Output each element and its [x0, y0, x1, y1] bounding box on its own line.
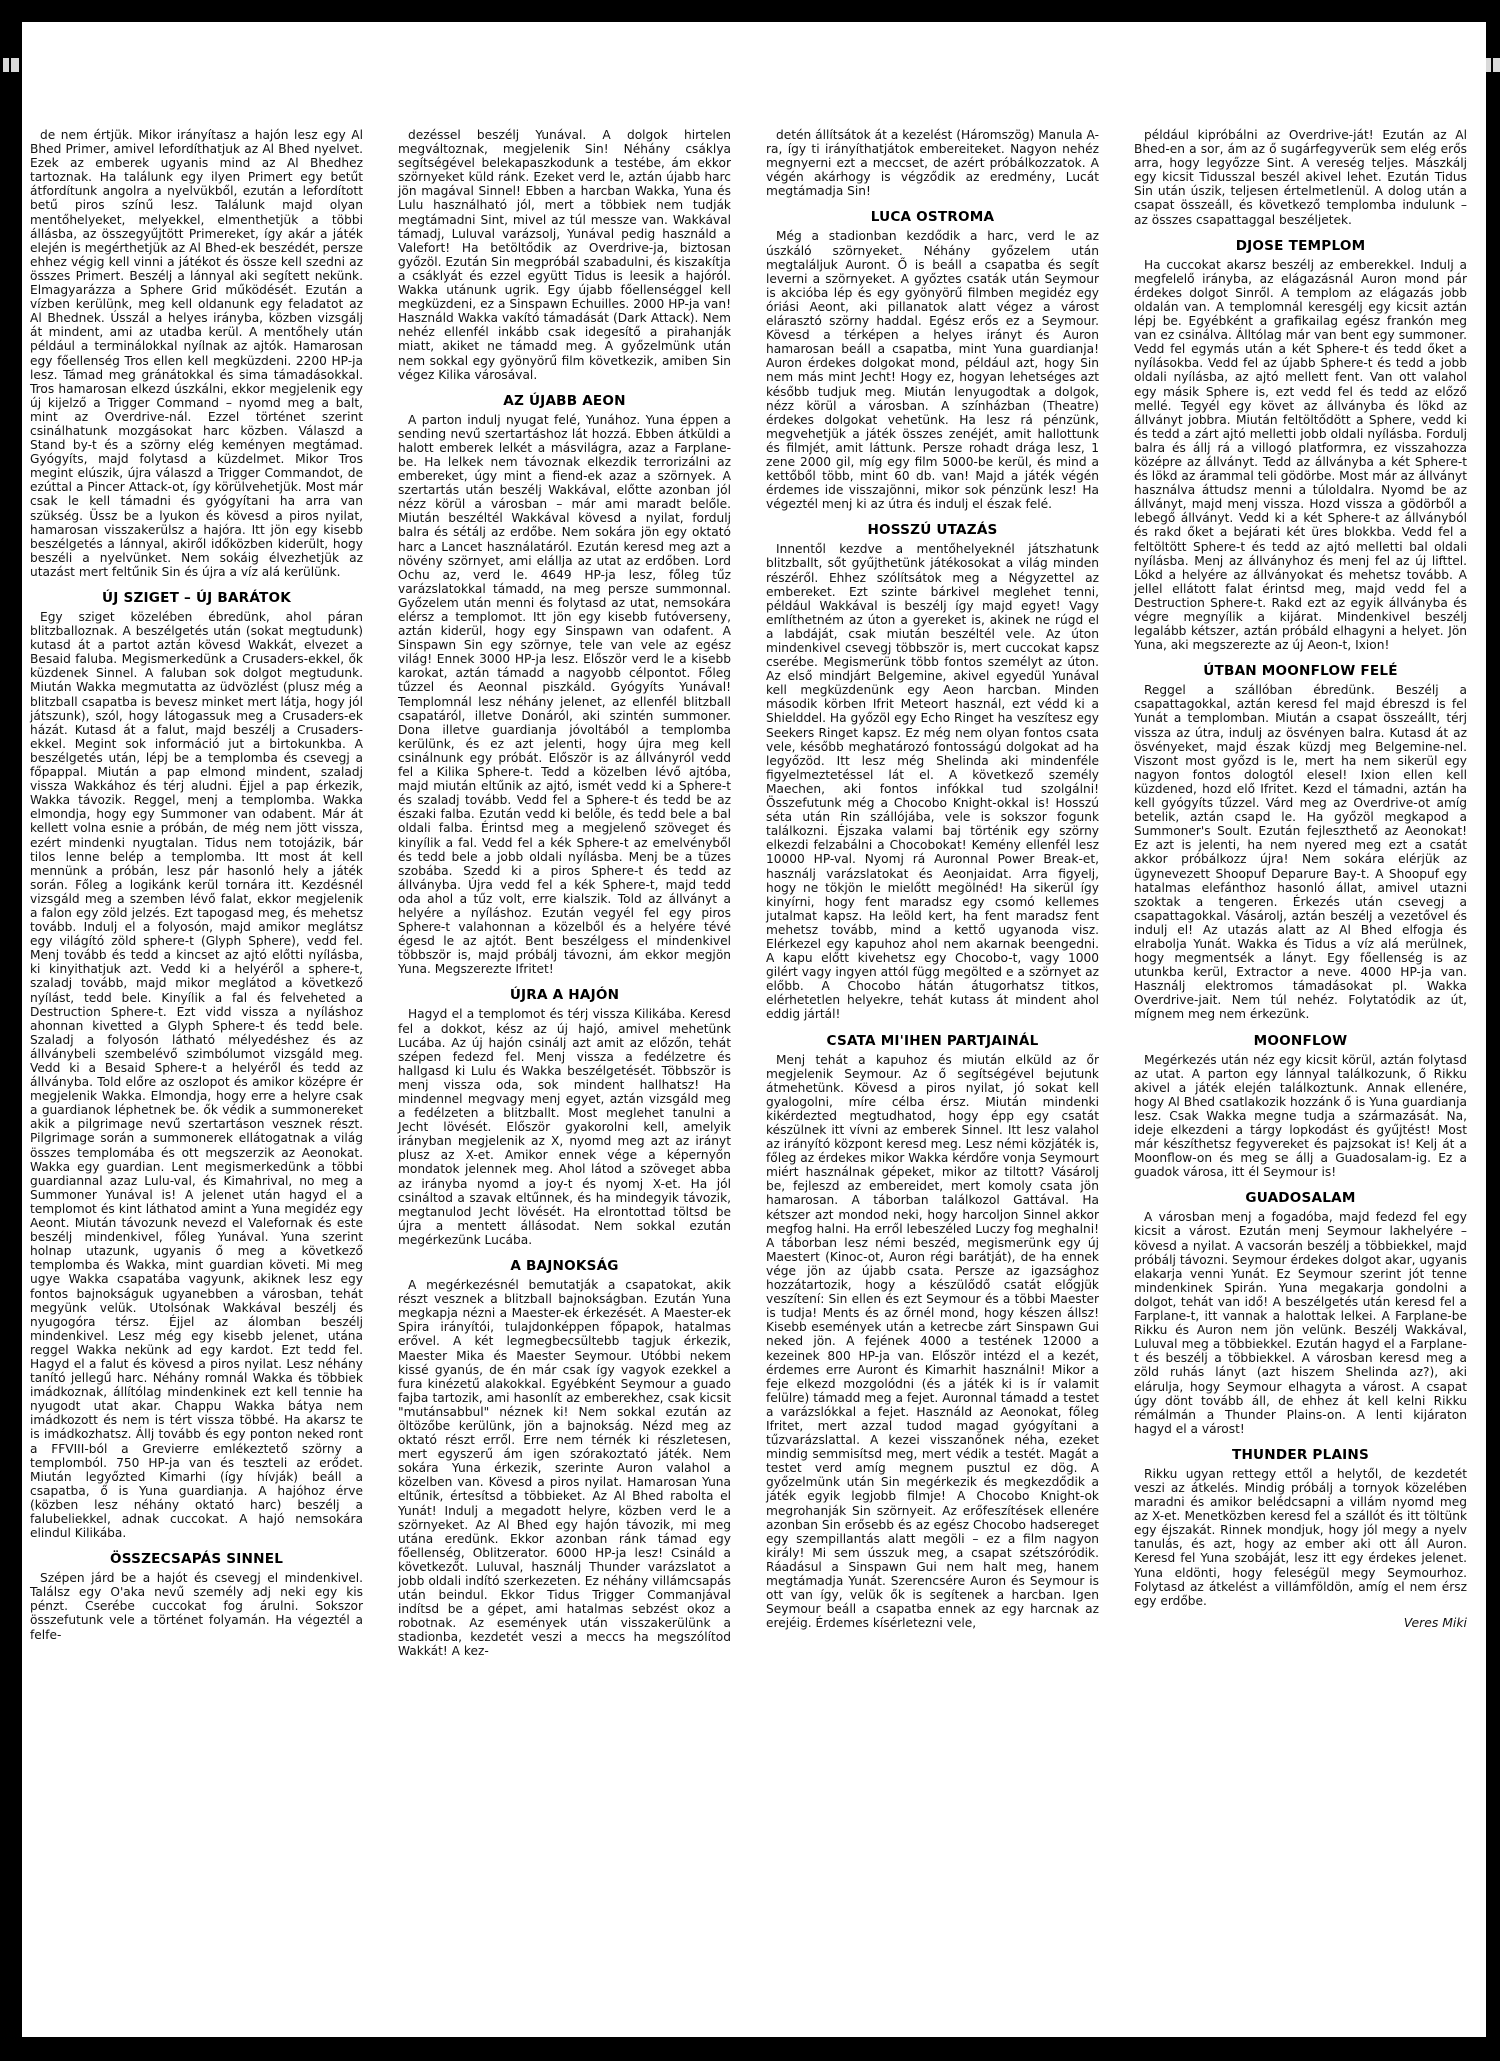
body-paragraph: detén állítsátok át a kezelést (Háromszög) Manula A-ra, így ti irányíthatjátok embereiteket. Nagyon nehéz megnyerni ezt a meccset, de azért próbálkozzatok. A végén akárhogy is végződik az eredmény, Lucát megtámadja Sin!	[766, 128, 1099, 199]
body-paragraph: Még a stadionban kezdődik a harc, verd le az úszkáló szörnyeket. Néhány győzelem után megtaláljuk Auront. Ő is beáll a csapatba és segít leverni a szörnyeket. A győztes csaták után Seymour is akcióba lép és egy gyönyörű filmben megidéz egy óriási Aeont, aki pillanatok alatt végez a várost elárasztó szörny haddal. Egész erős ez a Seymour. Kövesd a térképen a helyes irányt és Auron hamarosan beáll a csapatba, mint Yuna guardianja! Auron érdekes dolgokat mond, például azt, hogy Sin nem más mint Jecht! Hogy ez, hogyan lehetséges azt később tudjuk meg. Miután lenyugodtak a dolgok, nézz körül a városban. A színházban (Theatre) érdekes dolgokat vehetünk. Ha lesz rá pénzünk, megvehetjük a játék összes zenéjét, amit hallottunk és filmjét, amit láttunk. Persze rohadt drága lesz, 1 zene 2000 gil, míg egy film 5000-be kerül, és mind a kettőből több, mint 60 db. van! Majd a játék végén érdemes ide visszajönni, mikor sok pénzünk lesz! Ha végeztél menj ki az útra és indulj el észak felé.	[766, 229, 1099, 512]
column-3	[766, 128, 1099, 1630]
section-heading: ÚTBAN MOONFLOW FELÉ	[1203, 663, 1398, 680]
section-heading: CSATA MI'IHEN PARTJAINÁL	[826, 1032, 1039, 1049]
column-2	[398, 128, 731, 1659]
section-heading: LUCA OSTROMA	[870, 209, 995, 226]
body-paragraph: de nem értjük. Mikor irányítasz a hajón lesz egy Al Bhed Primer, amivel lefordíthatjuk az Al Bhed nyelvet. Ezek az emberek ugyanis mind az Al Bhedhez tartoznak. Ha találunk egy ilyen Primert egy betűt átfordítunk angolra a nyelvükből, ezután a lefordított betű piros színű lesz. Találunk majd olyan mentőhelyeket, melyekkel, elmenthetjük a többi állásba, az összegyűjtött Primereket, így akár a játék elején is megérthetjük az Al Bhed-ek beszédét, persze ehhez végig kell vinni a játékot és össze kell szedni az összes Primert. Beszélj a lánnyal aki segített nekünk. Elmagyarázza a Sphere Grid működését. Ezután a vízben kerülünk, meg kell oldanunk egy feladatot az Al Bhednek. Ússzál a helyes irányba, közben vizsgálj át mindent, ami az utadba kerül. A mentőhely után például a terminálokkal nyílnak az ajtók. Hamarosan egy főellenség Tros ellen kell megküzdeni. 2200 HP-ja lesz. Támad meg gránátokkal és sima támadásokkal. Tros hamarosan elkezd úszkálni, ekkor megjelenik egy új kijelző a Trigger Command – nyomd meg a balt, mint az Overdrive-nál. Ezzel történet szerint csinálhatunk mozgásokat harc közben. Válaszd a Stand by-t és a szörny elég keményen megtámad. Gyógyíts, majd folytasd a küzdelmet. Mikor Tros megint elúszik, újra válaszd a Trigger Commandot, de ezúttal a Pincer Attack-ot, így körülvehetjük. Most már csak le kell támadni és gyógyítani ha arra van szükség. Üssz be a lyukon és kövesd a piros nyilat, hamarosan visszakerülsz a hajóra. Itt jön egy kisebb beszélgetés a lánnyal, akiről időközben kiderült, hogy beszéli a nyelvünket. Nem sokáig élvezhetjük az utazást mert feltűnik Sin és újra a víz alá kerülünk.	[30, 128, 363, 579]
body-paragraph: A városban menj a fogadóba, majd fedezd fel egy kicsit a várost. Ezután menj Seymour lakhelyére – kövesd a nyilat. A vacsorán beszélj a többiekkel, majd próbálj távozni. Seymour érdekes dolgot akar, ugyanis elakarja venni Yunát. Ez Seymour szerint jót tenne mindenkinek Spirán. Yuna megakarja gondolni a dolgot, tehát van idő! A beszélgetés után keresd fel a Farplane-t, itt vannak a halottak lelkei. A Farplane-be Rikku és Auron nem jön velünk. Beszélj Wakkával, Luluval meg a többiekkel. Ezután hagyd el a Farplane-t és beszélj a többiekkel. A városban keresd meg a zöld ruhás lányt (azt hiszem Shelinda az?), aki elárulja, hogy Seymour elhagyta a várost. A csapat úgy dönt tovább áll, de ehhez át kell kelni Rikku rémálmán a Thunder Plains-on. A lenti kijáraton hagyd el a várost!	[1134, 1210, 1467, 1436]
section-heading: A BAJNOKSÁG	[510, 1258, 619, 1275]
body-paragraph: Reggel a szállóban ébredünk. Beszélj a csapattagokkal, aztán keresd fel majd ébreszd is fel Yunát a templomban. Miután a csapat összeállt, térj vissza az útra, indulj az ösvényen balra. Kutasd át az ösvényeket, majd észak küzdj meg Belgemine-nel. Viszont most győzd is le, mert ha nem sikerül egy nagyon fontos dologtól elesel! Ixion ellen kell küzdened, hozd elő Ifritet. Kezd el támadni, aztán ha kell gyógyíts tűzzel. Várd meg az Overdrive-ot amíg betelik, aztán csapd le. Ha győzöl megkapod a Summoner's Soult. Ezután fejleszthető az Aeonokat! Ez azt is jelenti, ha nem nyered meg ezt a csatát akkor próbálkozz újra! Nem sokára elérjük az ügynevezett Shoopuf Deparure Bay-t. A Shoopuf egy hatalmas elefánthoz hasonló állat, amivel utazni szoktak a tengeren. Érkezés után csevegj a csapattagokkal. Vásárolj, aztán beszélj a vezetővel és indulj el! Az utazás alatt az Al Bhed elfogja és elrabolja Yunát. Wakka és Tidus a víz alá merülnek, hogy megmentsék a lányt. Egy főellenség is az utunkba kerül, Extractor a neve. 4000 HP-ja van. Használj elektromos támadásokat pl. Wakka Overdrive-jait. Nem túl nehéz. Folytatódik az út, mígnem meg nem érkezünk.	[1134, 683, 1467, 1022]
body-paragraph: Ha cuccokat akarsz beszélj az emberekkel. Indulj a megfelelő irányba, az elágazásnál Auron mond pár érdekes dolgot Sinről. A templom az elágazás jobb oldalán van. A templomnál keresgélj egy kicsit aztán lépj be. Egyébként a grafikailag egész frankón meg van ez csinálva. Álltólag már van bent egy summoner. Vedd fel egymás után a két Sphere-t és tedd őket a nyílásokba. Vedd fel az újabb Sphere-t és tedd a jobb oldali nyílásba, az ajtó mellett fent. Van ott valahol egy másik Sphere is, ezt vedd fel és tedd az előző mellé. Tegyél egy követ az állványba és lökd az állványt jobbra. Miután feltöltődött a Sphere, vedd ki és tedd a zárt ajtó melletti jobb oldali nyílásba. Fordulj balra és állj rá a villogó platformra, ez visszahozza középre az állványt. Tedd az állványba a két Sphere-t és lökd az árammal teli gödörbe. Most már az állványt használva áttudsz menni a túloldalra. Nyomd be az állványt, majd menj vissza. Hozd vissza a gödörből a lebegő állványt. Vedd ki a két Sphere-t az állványból és rakd őket a bejárati két üres blokkba. Vedd fel a feltöltött Sphere-t és tedd az ajtó melletti bal oldali nyílásba. Menj az állványhoz és menj fel az új lifttel. Lökd a helyére az állványokat és mehetsz tovább. A jellel ellátott falat érintsd meg, majd vedd fel a Destruction Sphere-t. Rakd ezt az egyik állványba és végre megnyílik a kijárat. Mindenkivel beszélj legalább kétszer, aztán próbáld elhagyni a helyet. Jön Yuna, aki megszerezte az új Aeon-t, Ixion!	[1134, 257, 1467, 653]
author-signature: Veres Miki	[1403, 1614, 1467, 1630]
body-paragraph: Menj tehát a kapuhoz és miután elküld az őr megjelenik Seymour. Az ő segítségével bejutunk átmehetünk. Kövesd a piros nyilat, jó sokat kell gyalogolni, míre célba érsz. Miután mindenki kikérdezted megtudhatod, hogy épp egy csatát készülnek itt vívni az emberek Sinnel. Itt lesz valahol az irányító központ keresd meg. Lesz némi közjáték is, főleg az érdekes mikor Wakka kérdőre vonja Seymourt miért használnak gépeket, mikor az tiltott? Vásárolj be, fejleszd az embereidet, mert komoly csata jön hamarosan. A táborban találkozol Gattával. Ha kétszer azt mondod neki, hogy harcoljon Sinnel akkor megfog halni. Ha erről lebeszéled Luczy fog meghalni! A táborban lesz némi beszéd, megismerünk egy új Maestert (Kinoc-ot, Auron régi barátját), de ha ennek vége jön az újabb csata. Persze az igazsághoz hozzátartozik, hogy a készülődő csatát előgjük veszítení: Sin ellen és ezt Seymour és a többi Maester is tudja! Ments és az őrnél mond, hogy készen állsz! Kisebb események után a ketrecbe zárt Sinspawn Gui neked jön. A fejének 4000 a testének 12000 a kezeinek 800 HP-ja van. Először intézd el a kezét, érdemes erre Auront és Kimarhit használni! Mikor a feje elkezd mozgolódni (és a játék ki is ír valamit felülre) támadd meg a fejet. Auronnal támadd a testet a varázslókkal a fejet. Használd az Aeonokat, főleg Ifritet, mert azzal tudod magad gyógyítani a tűzvarázslattal. A kezei visszanőnek néha, ezeket mindig semmisítsd meg, mert védik a testét. Magát a testet verd amíg megnem pusztul ez dög. A győzelmünk után Sin megérkezik és megkezdődik a játék egyik legjobb filmje! A Chocobo Knight-ok megrohanják Sin szörnyeit. Az erőfeszítések ellenére azonban Sin erősebb és az egész Chocobo hadsereget egy szempillantás alatt megöli – ez a film nagyon király! Mi sem ússzuk meg, a csapat szétszóródik. Ráadásul a Sinspawn Gui nem halt meg, hanem megtámadja Yunát. Szerencsére Auron és Seymour is ott van így, velük ők is segítenek a harcban. Igen Seymour beáll a csapatba ennek az egy harcnak az erejéig. Érdemes kísérletezni vele,	[766, 1052, 1099, 1631]
section-heading: THUNDER PLAINS	[1231, 1446, 1369, 1463]
body-paragraph: Hagyd el a templomot és térj vissza Kilikába. Keresd fel a dokkot, kész az új hajó, amivel mehetünk Lucába. Az új hajón csinálj azt amit az előzőn, tehát szépen fedezd fel. Menj vissza a fedélzetre és hallgasd ki Lulu és Wakka beszélgetését. Többször is menj vissza oda, sok mindent hallhatsz! Ha mindennel megvagy menj egyet, aztán vizsgáld meg a fedélzeten a blitzballt. Most meglehet tanulni a Jecht lövését. Először gyakorolni kell, amelyik irányban megjelenik az X, nyomd meg azt az irányt plusz az X-et. Amikor ennek vége a képernyőn mondatok jelennek meg. Ahol látod a szöveget abba az irányba nyomd a joy-t és nyomj X-et. Ha jól csináltod a szavak eltűnnek, és ha mindegyik távozik, megtanulod Jecht lövését. Ha elrontottad töltsd be újra a mentett állásodat. Nem sokkal ezután megérkezünk Lucába.	[398, 1007, 731, 1247]
body-paragraph: például kipróbálni az Overdrive-ját! Ezután az Al Bhed-en a sor, ám az ő sugárfegyverük sem elég erős arra, hogy legyőzze Sint. A vereség teljes. Mászkálj egy kicsit Tidusszal beszél akivel lehet. Ezután Tidus Sin után úszik, teljesen értelmetlenül. A dolog után a csapat összeáll, és következő templomba indulunk – az összes csapattaggal beszéljetek.	[1134, 128, 1467, 227]
body-paragraph: dezéssel beszélj Yunával. A dolgok hirtelen megváltoznak, megjelenik Sin! Néhány csáklya segítségével belekapaszkodunk a testébe, ám ekkor szörnyeket küld ránk. Ezeket verd le, aztán újabb harc jön magával Sinnel! Ebben a harcban Wakka, Yuna és Lulu használható jól, mert a többiek nem tudják megtámadni Sint, mivel az túl messze van. Wakkával támadj, Luluval varázsolj, Yunával pedig használd a Valefort! Ha betöltődik az Overdrive-ja, biztosan győzöl. Ezután Sin megpróbál szabadulni, és kiszakítja a csáklyát és ezzel együtt Tidus is leesik a hajóról. Wakka utánunk ugrik. Egy újabb főellenséggel kell megküzdeni, ez a Sinspawn Echuilles. 2000 HP-ja van! Használd Wakka vakító támadását (Dark Attack). Nem nehéz ellenfél inkább csak idegesítő a pirahanják miatt, akiket ne támadd meg. A győzelmünk után nem sokkal egy gyönyörű film következik, amiben Sin végez Kilika városával.	[398, 128, 731, 382]
body-paragraph: Megérkezés után néz egy kicsit körül, aztán folytasd az utat. A parton egy lánnyal találkozunk, ő Rikku akivel a játék elején találkoztunk. Annak ellenére, hogy Al Bhed csatlakozik hozzánk ő is Yuna guardianja lesz. Csak Wakka megne tudja a származását. Na, ideje elkezdeni a tárgy lopkodást és gyűjtést! Most már készíthetsz fegyvereket és pajzsokat is! Kelj át a Moonflow-on és meg se állj a Guadosalam-ig. Ez a guadok városa, itt él Seymour is!	[1134, 1052, 1467, 1180]
column-4	[1134, 128, 1467, 1630]
section-heading: MOONFLOW	[1253, 1032, 1348, 1049]
section-heading: HOSSZÚ UTAZÁS	[867, 522, 998, 539]
body-paragraph: A parton indulj nyugat felé, Yunához. Yuna éppen a sending nevű szertartáshoz lát hozzá. Ebben átküldi a halott emberek lelkét a másvilágra, azaz a Farplane-be. Ha lelkek nem távoznak elkezdik terrorizálni az embereket, úgy mint a fiend-ek azaz a szörnyek. A szertartás után beszélj Wakkával, előtte azonban jól nézz körül a városban – már ami maradt belőle. Miután beszéltél Wakkával kövesd a nyilat, fordulj balra és sétálj az erdőbe. Nem sokára jön egy oktató harc a Lancet használatáról. Ezután keresd meg azt a növény szörnyet, ami elállja az utat az erdőben. Lord Ochu az, verd le. 4649 HP-ja lesz, főleg tűz varázslatokkal támadd, na meg persze summonnal. Győzelem után menni és folytasd az utat, nemsokára elérsz a templomot. Itt jön egy kisebb futóverseny, aztán kiderül, hogy egy Sinspawn van odafent. A Sinspawn Sin egy szörnye, tele van vele az egész világ! Ennek 3000 HP-ja lesz. Először verd le a kisebb karokat, aztán támadd a nagyobb célpontot. Főleg tűzzel és Aeonnal piszkáld. Gyógyíts Yunával! Templomnál lesz néhány jelenet, az ellenfél blitzball csapatáról, illetve Donáról, aki szintén summoner. Dona illetve guardianja jóvoltából a templomba kerülünk, és ez azt jelenti, hogy újra meg kell csinálnunk egy próbát. Először is az állványról vedd fel a Kilika Sphere-t. Tedd a közelben lévő ajtóba, majd miután eltűnik az ajtó, ismét vedd ki a Sphere-t és szaladj tovább. Vedd fel a Sphere-t és tedd be az északi falba. Ezután vedd ki belőle, és tedd bele a bal oldali falba. Érintsd meg a megjelenő szöveget és kinyílik a fal. Vedd fel a kék Sphere-t az emelvényből és tedd bele a jobb oldali nyílásba. Menj be a tüzes szobába. Szedd ki a piros Sphere-t és tedd az állványba. Újra vedd fel a kék Sphere-t, majd tedd oda ahol a tűz volt, erre kialszik. Told az állványt a helyére a nyíláshoz. Ezután vegyél fel egy piros Sphere-t valahonnan a közelből és a helyére tévé égesd le az ajtót. Bent beszélgess el mindenkivel többször is, majd próbálj távozni, ám ekkor megjön Yuna. Megszerezte Ifritet!	[398, 412, 731, 977]
section-heading: ÖSSZECSAPÁS SINNEL	[109, 1551, 284, 1568]
section-heading: AZ ÚJABB AEON	[503, 392, 626, 409]
section-heading: ÚJRA A HAJÓN	[509, 987, 620, 1004]
column-1	[30, 128, 363, 1642]
body-paragraph: Szépen járd be a hajót és csevegj el mindenkivel. Találsz egy O'aka nevű személy adj neki egy kis pénzt. Cserébe cuccokat fog árulni. Sokszor összefutunk vele a történet folyamán. Ha végeztél a felfe-	[30, 1571, 363, 1642]
body-paragraph: A megérkezésnél bemutatják a csapatokat, akik részt vesznek a blitzball bajnokságban. Ezután Yuna megkapja nézni a Maester-ek érkezését. A Maester-ek Spira irányítói, tulajdonképpen főpapok, hatalmas erővel. A két legmegbecsültebb tagjuk érkezik, Maester Mika és Maester Seymour. Utóbbi nekem kissé gyanús, de én már csak így vagyok ezekkel a fura kinézetű alakokkal. Egyébként Seymour a guado fajba tartozik, ami hasonlít az emberekhez, csak kicsit "mutánsabbul" néznek ki! Nem sokkal ezután az öltözőbe kerülünk, jön a bajnokság. Nézd meg az oktató részt erről. Erre nem térnék ki részletesen, mert egyszerű ám igen szórakoztató játék. Nem sokára Yuna érkezik, szerinte Auron valahol a közelben van. Kövesd a piros nyilat. Hamarosan Yuna eltűnik, értesítsd a többieket. Az Al Bhed rabolta el Yunát! Indulj a megadott helyre, közben verd le a szörnyeket. Az Al Bhed egy hajón távozik, mi meg utána eredünk. Ekkor azonban ránk támad egy főellenség, Oblitzerator. 6000 HP-ja lesz! Csináld a következőt. Luluval, használj Thunder varázslatot a jobb oldali indító szerkezeten. Ez néhány villámcsapás után beindul. Ekkor Tidus Trigger Commanjával indítsd be a gépet, ami hatalmas sebzést okoz a robotnak. Az események után visszakerülünk a stadionba, kezdetét veszi a meccs ha megszólítod Wakkát! A kez-	[398, 1278, 731, 1659]
body-paragraph: Rikku ugyan rettegy ettől a helytől, de kezdetét veszi az átkelés. Mindig próbálj a tornyok közelében maradni és amikor belédcsapni a villám nyomd meg az X-et. Menetközben keresd fel a szállót és itt töltünk egy éjszakát. Rinnek mondjuk, hogy jól megy a nyelv tanulás, és azt, hogy az ember aki ott áll Auron. Keresd fel Yuna szobáját, lesz itt egy érdekes jelenet. Yuna eldönti, hogy feleségül megy Seymourhoz. Folytasd az átkelést a villámföldön, amíg el nem érsz egy erdőbe.	[1134, 1466, 1467, 1608]
body-paragraph: Egy sziget közelében ébredünk, ahol páran blitzballoznak. A beszélgetés után (sokat megtudunk) kutasd át a partot aztán kövesd Wakkát, elvezet a Besaid faluba. Megismerkedünk a Crusaders-ekkel, ők küzdenek Sinnel. A faluban sok dolgot megtudunk. Miután Wakka megmutatta az üdvözlést (plusz még a blitzball csapatba is bevesz minket mert látja, hogy jól játszunk), szól, hogy látogassuk meg a Crusaders-ek házát. Kutasd át a falut, majd beszélj a Crusaders-ekkel. Megint sok információ jut a birtokunkba. A beszélgetés után, lépj be a templomba és csevegj a főpappal. Miután a pap elmond mindent, szaladj vissza Wakkához és térj aludni. Éjjel a pap érkezik, Wakka távozik. Reggel, menj a templomba. Wakka elmondja, hogy egy Summoner van odabent. Már át kellett volna esnie a próbán, de még nem jött vissza, ezért mindenki nyugtalan. Tidus nem totojázik, bár tilos lenne belép a templomba. Itt most át kell mennünk a próbán, lesz pár hasonló hely a játék során. Főleg a logikánk kerül tornára itt. Kezdésnél vizsgáld meg a szemben lévő falat, ekkor megjelenik a falon egy zöld jelzés. Ezt tapogasd meg, és mehetsz tovább. Indulj el a folyosón, majd amikor meglátsz egy világító zöld sphere-t (Glyph Sphere), vedd fel. Menj tovább és tedd a kincset az ajtó előtti nyílásba, ki kinyithatjuk azt. Vedd ki a helyéről a sphere-t, szaladj tovább, majd mikor meglátod a következő nyílást, tedd bele. Kinyílik a fal és felveheted a Destruction Sphere-t. Ezt vidd vissza a nyíláshoz ahonnan kivetted a Glyph Sphere-t és tedd bele. Szaladj a folyosón látható mélyedéshez és az állványbeli szembelévő szimbólumot vizsgáld meg. Vedd ki a Besaid Sphere-t a helyéről és tedd az állványba. Told előre az oszlopot és amikor középre ér megjelenik Wakka. Elmondja, hogy erre a helyre csak a guardianok léphetnek be. ők védik a summonereket akik a pilgrimage nevű szertartáson vesznek részt. Pilgrimage során a summonerek ellátogatnak a világ összes templomába és ott megszerzik az Aeonokat. Wakka egy guardian. Lent megismerkedünk a többi guardiannal azaz Lulu-val, és Kimahrival, no meg a Summoner Yunával is! A jelenet után hagyd el a templomot és kint láthatod amint a Yuna megidéz egy Aeont. Miután távozunk nevezd el Valefornak és este beszélj mindenkivel, főleg Yunával. Yuna szerint holnap utazunk, ugyanis ő meg a következő templomba és Wakka, mint guardian követi. Mi meg ugye Wakka csapatába vagyunk, akiknek lesz egy fontos bajnokságuk ugyanebben a városban, tehát megyünk velük. Utolsónak Wakkával beszélj és nyugogóra térsz. Éjjel az álomban beszélj mindenkivel. Lesz még egy kisebb jelenet, utána reggel Wakka nekünk ad egy kardot. Ezt tedd fel. Hagyd el a falut és kövesd a piros nyilat. Lesz néhány tanító jellegű harc. Néhány romnál Wakka és többiek imádkoznak, állítólag mindenkinek ezt kell tennie ha nyugodt utat akar. Chappu Wakka bátya nem imádkozott és nem is tért vissza többé. Ha akarsz te is imádkozhatsz. Állj tovább és egy ponton neked ront a FFVIII-ból a Grevierre emlékeztető szörny a templomból. 750 HP-ja van és teszteli az erődet. Miután legyőzted Kimarhi (így hívják) beáll a csapatba, ő is Yuna guardianja. A hajóhoz érve (közben lesz néhány oktató harc) beszélj a falubeliekkel, adnak cuccokat. A hajó nemsokára elindul Kilikába.	[30, 610, 363, 1541]
scan-bottom-border	[0, 2037, 1500, 2061]
section-heading: DJOSE TEMPLOM	[1235, 237, 1366, 254]
section-heading: ÚJ SZIGET – ÚJ BARÁTOK	[102, 590, 291, 606]
body-paragraph: Innentől kezdve a mentőhelyeknél játszhatunk blitzballt, sőt gyűjthetünk játékosokat a világ minden részéről. Ehhez szólítsátok meg a Négyzettel az embereket. Ezt szinte bárkivel meglehet tenni, például Wakkával is beszélj így majd egyet! Vagy említhetném az úton a gyereket is, akinek ne rúgd el a labdáját, csak miután beszéltél vele. Az úton mindenkivel csevegj többször is, mert cuccokat kapsz cserébe. Megismerünk több fontos személyt az úton. Az első mindjárt Belgemine, akivel egyedül Yunával kell megküzdenünk egy Aeon harcban. Minden második körben Ifrit Meteort használ, ezt védd ki a Shielddel. Ha győzöl egy Echo Ringet ha veszítesz egy Seekers Ringet kapsz. Ez még nem olyan fontos csata vele, később meghatározó fontosságú dolgokat ad ha legyőzöd. Itt lesz még Shelinda aki mindenféle figyelmeztetéssel lát el. A következő személy Maechen, aki fontos infókkal tud szolgálni! Összefutunk még a Chocobo Knight-okkal is! Hosszú séta után Rin szállójába, vele is sokszor fogunk találkozni. Éjszaka valami baj történik egy szörny elkezdi felzabálni a Chocobokat! Kemény ellenfél lesz 10000 HP-val. Nyomj rá Auronnal Power Break-et, használj varázslatokat és Aeonjaidat. Arra figyelj, hogy ne tökjön le mielőtt megölnéd! Ha sikerül így kinyírni, hogy fent maradsz egy csomó kellemes jutalmat kapsz. Ha leöld kert, ha fent maradsz fent mehetsz tovább, mind a kettő ugyanoda visz. Elérkezel egy kapuhoz ahol nem akarnak beengedni. A kapu előtt kivehetsz egy Chocobo-t, vagy 1000 gilért vagy ingyen attól függ megölted e a szörnyet az előbb. A Chocobo hátán átugorhatsz titkos, elérhetetlen helyekre, tehát kutass át mindent ahol eddig jártál!	[766, 542, 1099, 1022]
section-heading: GUADOSALAM	[1245, 1190, 1356, 1207]
